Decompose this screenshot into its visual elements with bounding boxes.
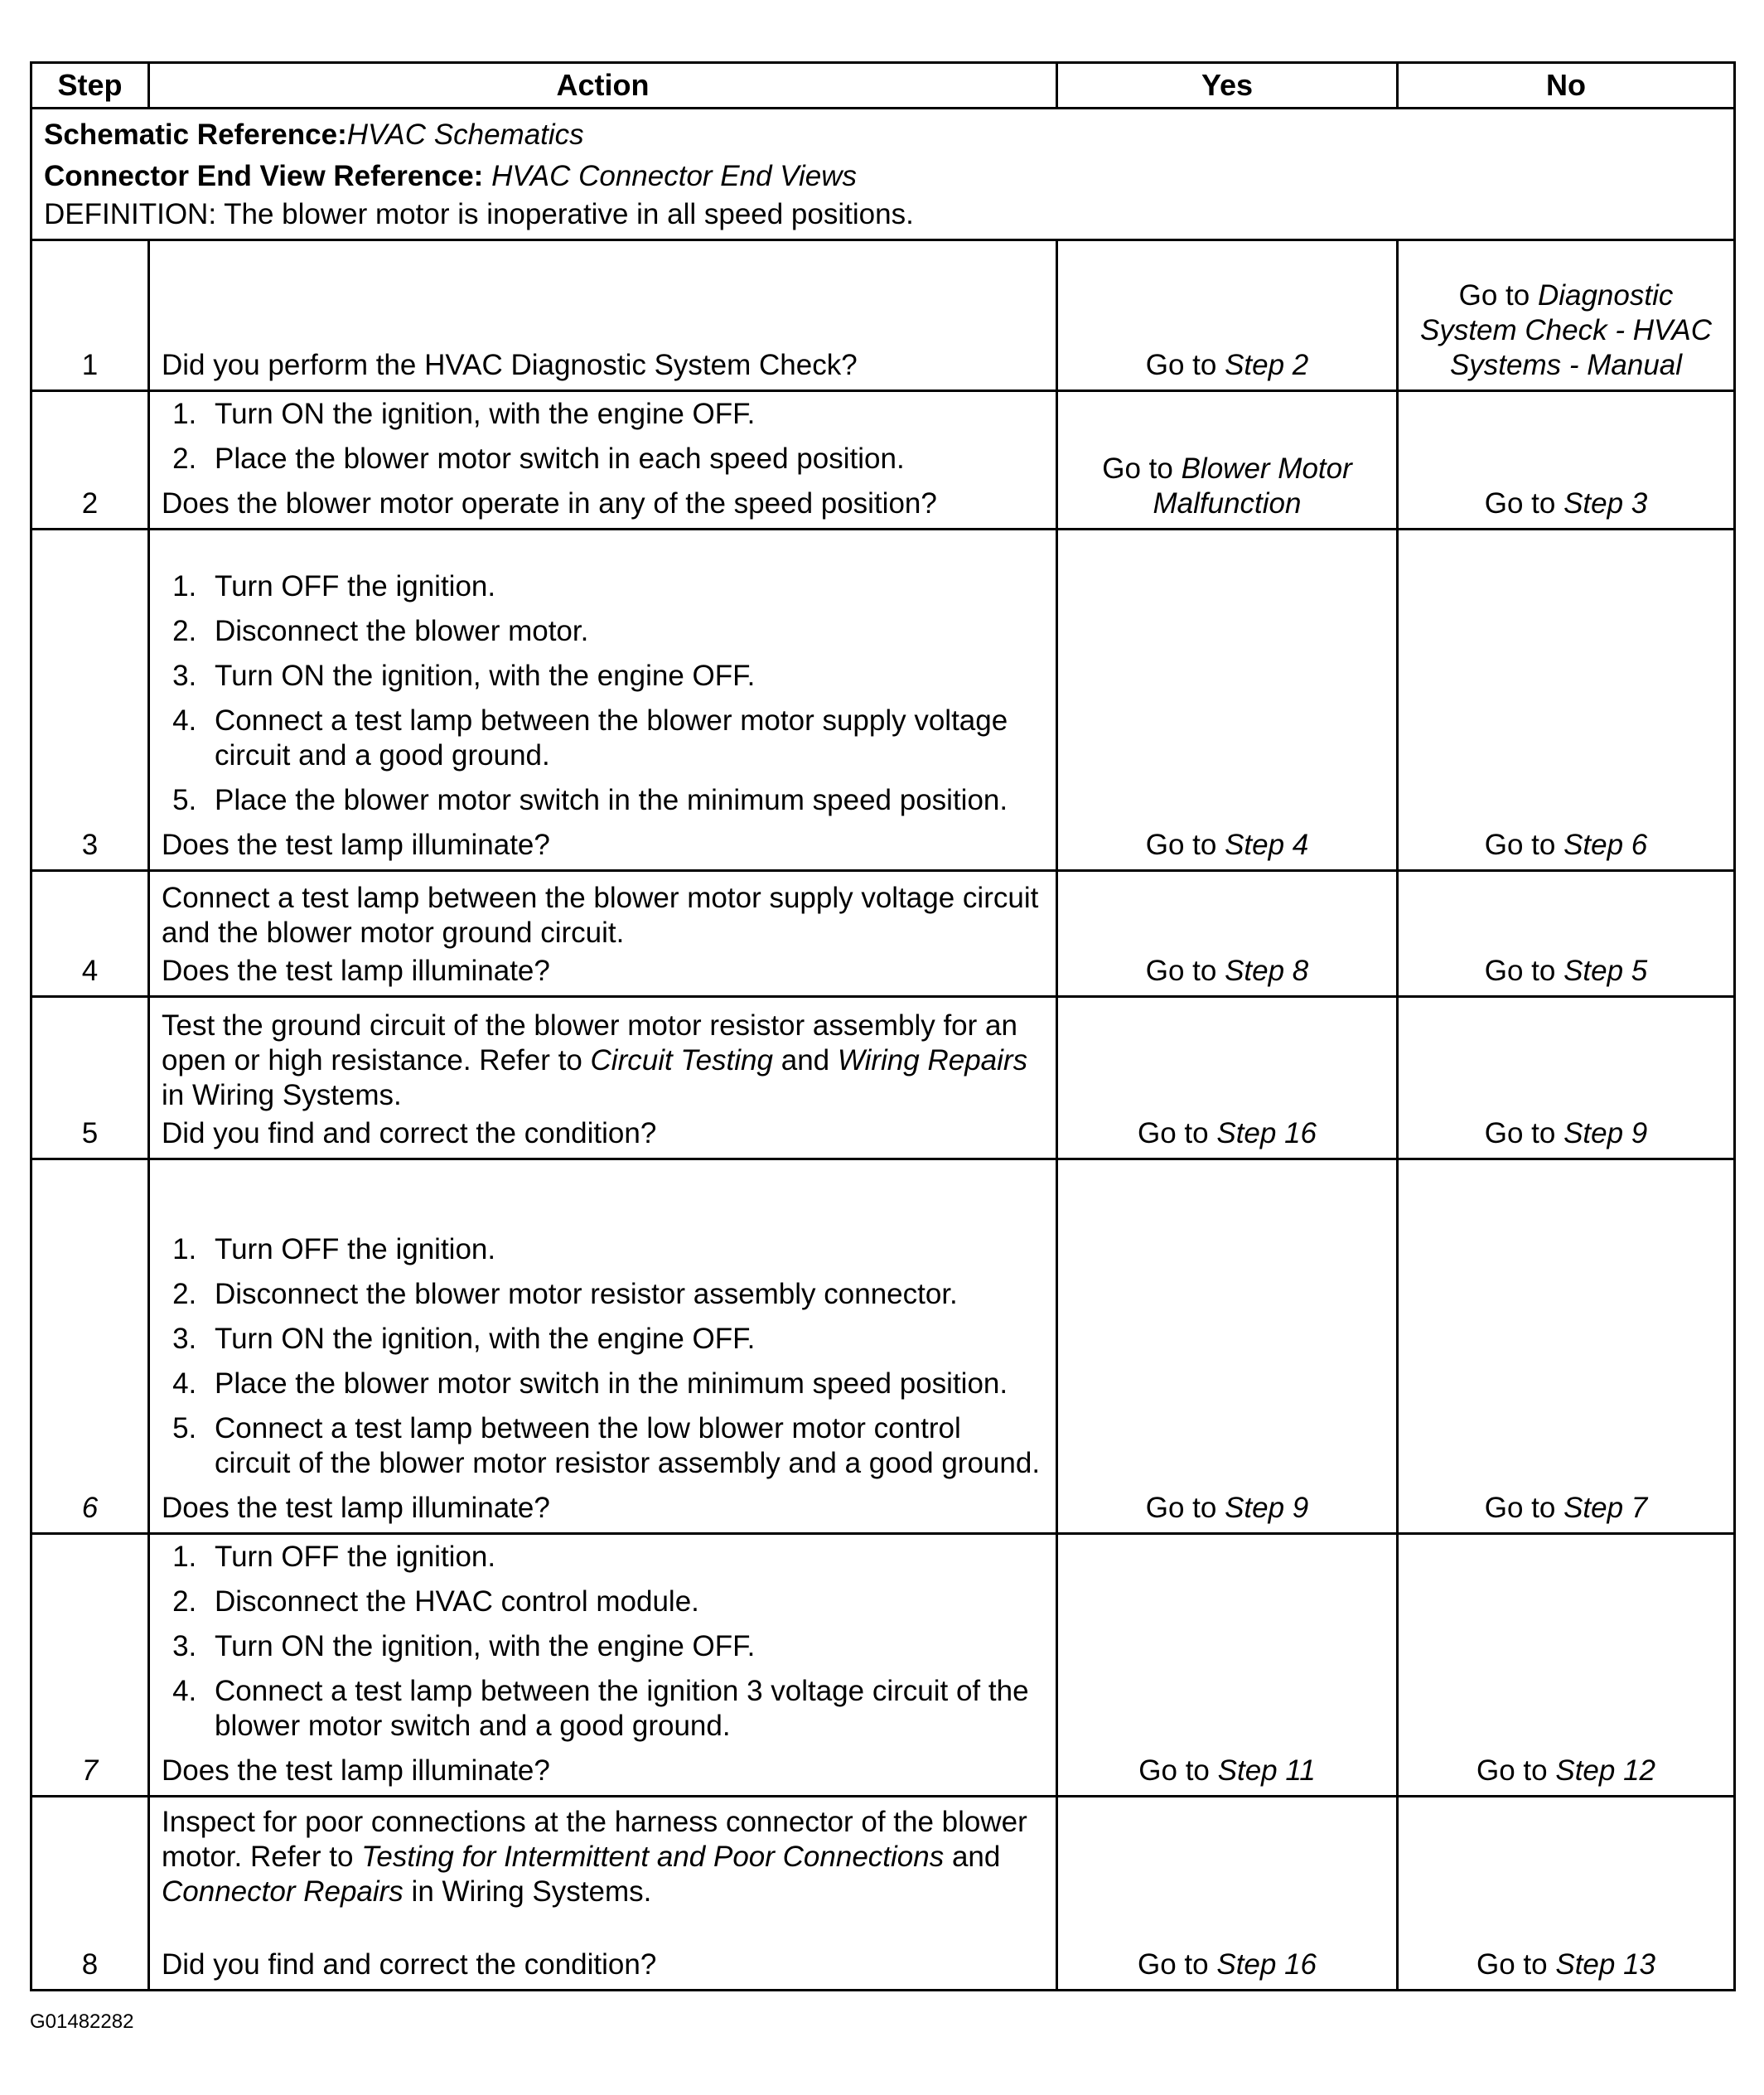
action-item: 2. Disconnect the blower motor resistor assembly connector. bbox=[205, 1277, 1044, 1312]
go-to-label: Go to bbox=[1138, 1117, 1209, 1149]
action-item: 4. Place the blower motor switch in the minimum speed position. bbox=[205, 1367, 1044, 1401]
action-question: Does the blower motor operate in any of the speed position? bbox=[162, 487, 937, 520]
go-to-label: Go to bbox=[1484, 829, 1556, 861]
schematic-reference-label: Schematic Reference: bbox=[44, 119, 347, 151]
no-cell bbox=[1398, 1159, 1735, 1534]
action-item: 2. Disconnect the HVAC control module. bbox=[205, 1585, 1044, 1619]
action-question: Does the test lamp illuminate? bbox=[162, 955, 550, 987]
yes-link[interactable]: Step 4 bbox=[1225, 829, 1309, 861]
yes-cell bbox=[1057, 391, 1398, 530]
yes-cell bbox=[1057, 1797, 1398, 1991]
yes-cell bbox=[1057, 997, 1398, 1159]
go-to-label: Go to bbox=[1145, 1492, 1217, 1524]
go-to-label: Go to bbox=[1145, 829, 1217, 861]
step-number: 5 bbox=[31, 997, 149, 1159]
connector-reference-link[interactable]: HVAC Connector End Views bbox=[491, 160, 858, 192]
step-row-3 bbox=[31, 530, 1735, 871]
circuit-testing-link[interactable]: Circuit Testing bbox=[590, 1044, 773, 1077]
no-cell bbox=[1398, 1534, 1735, 1797]
step-row-2 bbox=[31, 391, 1735, 530]
go-to-label: Go to bbox=[1145, 349, 1217, 381]
action-list bbox=[162, 1540, 1044, 1744]
no-cell bbox=[1398, 871, 1735, 997]
no-cell bbox=[1398, 997, 1735, 1159]
yes-cell bbox=[1057, 1534, 1398, 1797]
reference-row bbox=[31, 109, 1735, 240]
action-text-part: and bbox=[951, 1841, 1001, 1873]
no-link[interactable]: Step 5 bbox=[1563, 955, 1648, 987]
spacer bbox=[162, 1909, 1044, 1944]
action-question: Did you find and correct the condition? bbox=[162, 1948, 657, 1981]
action-question: Does the test lamp illuminate? bbox=[162, 1492, 550, 1524]
go-to-label: Go to bbox=[1145, 955, 1217, 987]
no-link[interactable]: Step 13 bbox=[1555, 1948, 1655, 1981]
yes-link[interactable]: Blower Motor Malfunction bbox=[1153, 452, 1352, 520]
step-row-1 bbox=[31, 240, 1735, 391]
action-cell bbox=[149, 871, 1057, 997]
yes-link[interactable]: Step 16 bbox=[1216, 1117, 1317, 1149]
step-number: 7 bbox=[31, 1534, 149, 1797]
action-text: Connect a test lamp between the blower motor supply voltage circuit and the blower motor ground circuit. bbox=[162, 882, 1039, 949]
action-item: 3. Turn ON the ignition, with the engine OFF. bbox=[205, 659, 1044, 694]
go-to-label: Go to bbox=[1484, 487, 1556, 520]
action-item: 3. Turn ON the ignition, with the engine OFF. bbox=[205, 1629, 1044, 1664]
yes-cell bbox=[1057, 530, 1398, 871]
step-number: 3 bbox=[31, 530, 149, 871]
go-to-label: Go to bbox=[1458, 279, 1530, 312]
go-to-label: Go to bbox=[1476, 1754, 1548, 1787]
action-cell bbox=[149, 997, 1057, 1159]
action-text-part: Test the ground circuit of the blower motor resistor assembly for an open or high resistance. Refer to bbox=[162, 1009, 1017, 1077]
no-cell bbox=[1398, 240, 1735, 391]
yes-link[interactable]: Step 16 bbox=[1216, 1948, 1317, 1981]
action-item: 2. Disconnect the blower motor. bbox=[205, 614, 1044, 649]
action-cell bbox=[149, 391, 1057, 530]
action-cell bbox=[149, 1159, 1057, 1534]
action-text bbox=[162, 1009, 1044, 1113]
no-link[interactable]: Step 6 bbox=[1563, 829, 1648, 861]
header-yes: Yes bbox=[1057, 63, 1398, 109]
step-row-6 bbox=[31, 1159, 1735, 1534]
action-cell bbox=[149, 530, 1057, 871]
yes-cell bbox=[1057, 240, 1398, 391]
no-link[interactable]: Step 3 bbox=[1563, 487, 1648, 520]
header-row bbox=[31, 63, 1735, 109]
yes-link[interactable]: Step 2 bbox=[1225, 349, 1309, 381]
action-item: 1. Turn OFF the ignition. bbox=[205, 1540, 1044, 1575]
figure-id: G01482282 bbox=[30, 2010, 134, 2033]
action-item: 1. Turn OFF the ignition. bbox=[205, 1232, 1044, 1267]
action-list bbox=[162, 397, 1044, 477]
action-cell bbox=[149, 1797, 1057, 1991]
no-link[interactable]: Diagnostic System Check - HVAC Systems - Manual bbox=[1419, 279, 1713, 381]
step-number: 1 bbox=[31, 240, 149, 391]
connector-reference-label: Connector End View Reference: bbox=[44, 160, 484, 192]
action-text-part: Inspect for poor connections at the harness connector of the blower motor. Refer to bbox=[162, 1806, 1027, 1873]
action-list bbox=[162, 569, 1044, 818]
yes-link[interactable]: Step 9 bbox=[1225, 1492, 1309, 1524]
header-no: No bbox=[1398, 63, 1735, 109]
action-text bbox=[162, 1805, 1044, 1909]
action-item: 5. Connect a test lamp between the low blower motor control circuit of the blower motor resistor assembly and a good ground. bbox=[205, 1411, 1044, 1481]
action-item: 1. Turn ON the ignition, with the engine OFF. bbox=[205, 397, 1044, 432]
connector-reference bbox=[44, 156, 1722, 197]
step-number: 6 bbox=[31, 1159, 149, 1534]
yes-cell bbox=[1057, 871, 1398, 997]
step-row-4 bbox=[31, 871, 1735, 997]
yes-link[interactable]: Step 8 bbox=[1225, 955, 1309, 987]
definition-text: DEFINITION: The blower motor is inoperative in all speed positions. bbox=[44, 198, 914, 230]
connector-repairs-link[interactable]: Connector Repairs bbox=[162, 1875, 404, 1908]
yes-cell bbox=[1057, 1159, 1398, 1534]
no-cell bbox=[1398, 391, 1735, 530]
action-item: 1. Turn OFF the ignition. bbox=[205, 569, 1044, 604]
action-text-part: in Wiring Systems. bbox=[162, 1079, 402, 1111]
no-cell bbox=[1398, 530, 1735, 871]
go-to-label: Go to bbox=[1476, 1948, 1548, 1981]
action-question: Did you find and correct the condition? bbox=[162, 1117, 657, 1149]
no-link[interactable]: Step 7 bbox=[1563, 1492, 1648, 1524]
action-item: 3. Turn ON the ignition, with the engine OFF. bbox=[205, 1322, 1044, 1357]
header-action: Action bbox=[149, 63, 1057, 109]
action-list bbox=[162, 1232, 1044, 1481]
go-to-label: Go to bbox=[1484, 1117, 1556, 1149]
action-cell bbox=[149, 240, 1057, 391]
action-question: Does the test lamp illuminate? bbox=[162, 1754, 550, 1787]
action-item: 2. Place the blower motor switch in each speed position. bbox=[205, 442, 1044, 477]
reference-cell bbox=[31, 109, 1735, 240]
step-row-5 bbox=[31, 997, 1735, 1159]
action-cell bbox=[149, 1534, 1057, 1797]
step-number: 2 bbox=[31, 391, 149, 530]
yes-link[interactable]: Step 11 bbox=[1217, 1754, 1316, 1787]
step-number: 4 bbox=[31, 871, 149, 997]
action-question: Does the test lamp illuminate? bbox=[162, 829, 550, 861]
step-row-7 bbox=[31, 1534, 1735, 1797]
intermittent-connections-link[interactable]: Testing for Intermittent and Poor Connections bbox=[361, 1841, 945, 1873]
action-text-part: in Wiring Systems. bbox=[411, 1875, 652, 1908]
no-link[interactable]: Step 9 bbox=[1563, 1117, 1648, 1149]
go-to-label: Go to bbox=[1102, 452, 1173, 485]
action-item: 4. Connect a test lamp between the blower motor supply voltage circuit and a good ground. bbox=[205, 704, 1044, 773]
go-to-label: Go to bbox=[1484, 955, 1556, 987]
header-step: Step bbox=[31, 63, 149, 109]
no-cell bbox=[1398, 1797, 1735, 1991]
action-text-part: and bbox=[781, 1044, 830, 1077]
go-to-label: Go to bbox=[1484, 1492, 1556, 1524]
wiring-repairs-link[interactable]: Wiring Repairs bbox=[837, 1044, 1028, 1077]
action-item: 5. Place the blower motor switch in the minimum speed position. bbox=[205, 783, 1044, 818]
action-item: 4. Connect a test lamp between the ignition 3 voltage circuit of the blower motor switch and a good ground. bbox=[205, 1674, 1044, 1744]
go-to-label: Go to bbox=[1138, 1754, 1210, 1787]
go-to-label: Go to bbox=[1138, 1948, 1209, 1981]
no-link[interactable]: Step 12 bbox=[1555, 1754, 1655, 1787]
diagnostic-table bbox=[30, 61, 1736, 1991]
schematic-reference bbox=[44, 114, 1722, 156]
step-row-8 bbox=[31, 1797, 1735, 1991]
action-text: Did you perform the HVAC Diagnostic System Check? bbox=[162, 349, 858, 381]
step-number: 8 bbox=[31, 1797, 149, 1991]
schematic-reference-link[interactable]: HVAC Schematics bbox=[346, 119, 584, 151]
